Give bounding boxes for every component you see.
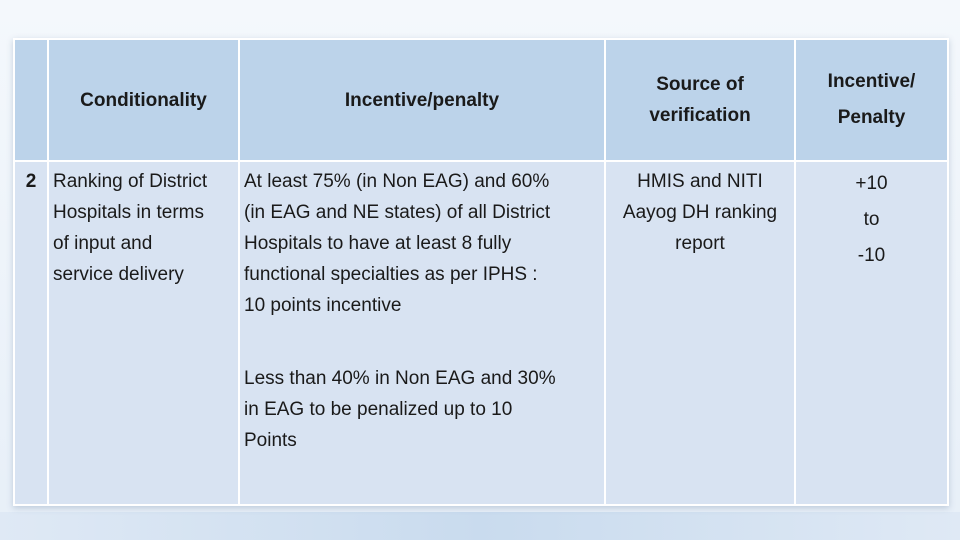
incentive-paragraph <box>244 166 600 321</box>
conditionality-table <box>13 38 949 506</box>
conditionality-line: service delivery <box>53 264 184 285</box>
source-of-verification-cell <box>605 161 795 505</box>
penalty-paragraph <box>244 363 600 456</box>
header-number <box>14 39 48 161</box>
header-penalty-line-2: Penalty <box>837 107 906 128</box>
header-conditionality <box>48 39 239 161</box>
bottom-decorative-band <box>0 512 960 540</box>
incentive-line: 10 points incentive <box>244 295 402 316</box>
header-incentive-penalty <box>239 39 605 161</box>
incentive-penalty-score-cell <box>795 161 948 505</box>
conditionality-line: Ranking of District <box>53 171 208 192</box>
penalty-line: in EAG to be penalized up to 10 <box>244 399 513 420</box>
header-incentive-penalty-text: Incentive/penalty <box>344 89 500 111</box>
header-source-line-2: verification <box>649 105 751 126</box>
conditionality-line: of input and <box>53 233 153 254</box>
conditionality-line: Hospitals in terms <box>53 202 204 223</box>
incentive-penalty-cell <box>239 161 605 505</box>
score-line: +10 <box>855 173 888 194</box>
incentive-line: functional specialties as per IPHS : <box>244 264 538 285</box>
header-source-line-1: Source of <box>656 74 744 95</box>
table-row <box>14 161 948 505</box>
header-penalty-line-1: Incentive/ <box>827 71 916 92</box>
source-line: report <box>675 233 725 254</box>
header-incentive-penalty-score <box>795 39 948 161</box>
source-line: HMIS and NITI <box>637 171 763 192</box>
score-line: -10 <box>857 245 886 266</box>
incentive-line: (in EAG and NE states) of all District <box>244 202 551 223</box>
incentive-line: Hospitals to have at least 8 fully <box>244 233 512 254</box>
source-line: Aayog DH ranking <box>622 202 778 223</box>
conditionality-cell <box>48 161 239 505</box>
table-header-row <box>14 39 948 161</box>
header-source-of-verification <box>605 39 795 161</box>
header-conditionality-text: Conditionality <box>80 89 207 111</box>
row-number: 2 <box>14 161 48 505</box>
incentive-line: At least 75% (in Non EAG) and 60% <box>244 171 550 192</box>
penalty-line: Less than 40% in Non EAG and 30% <box>244 368 556 389</box>
score-line: to <box>863 209 880 230</box>
penalty-line: Points <box>244 430 297 451</box>
